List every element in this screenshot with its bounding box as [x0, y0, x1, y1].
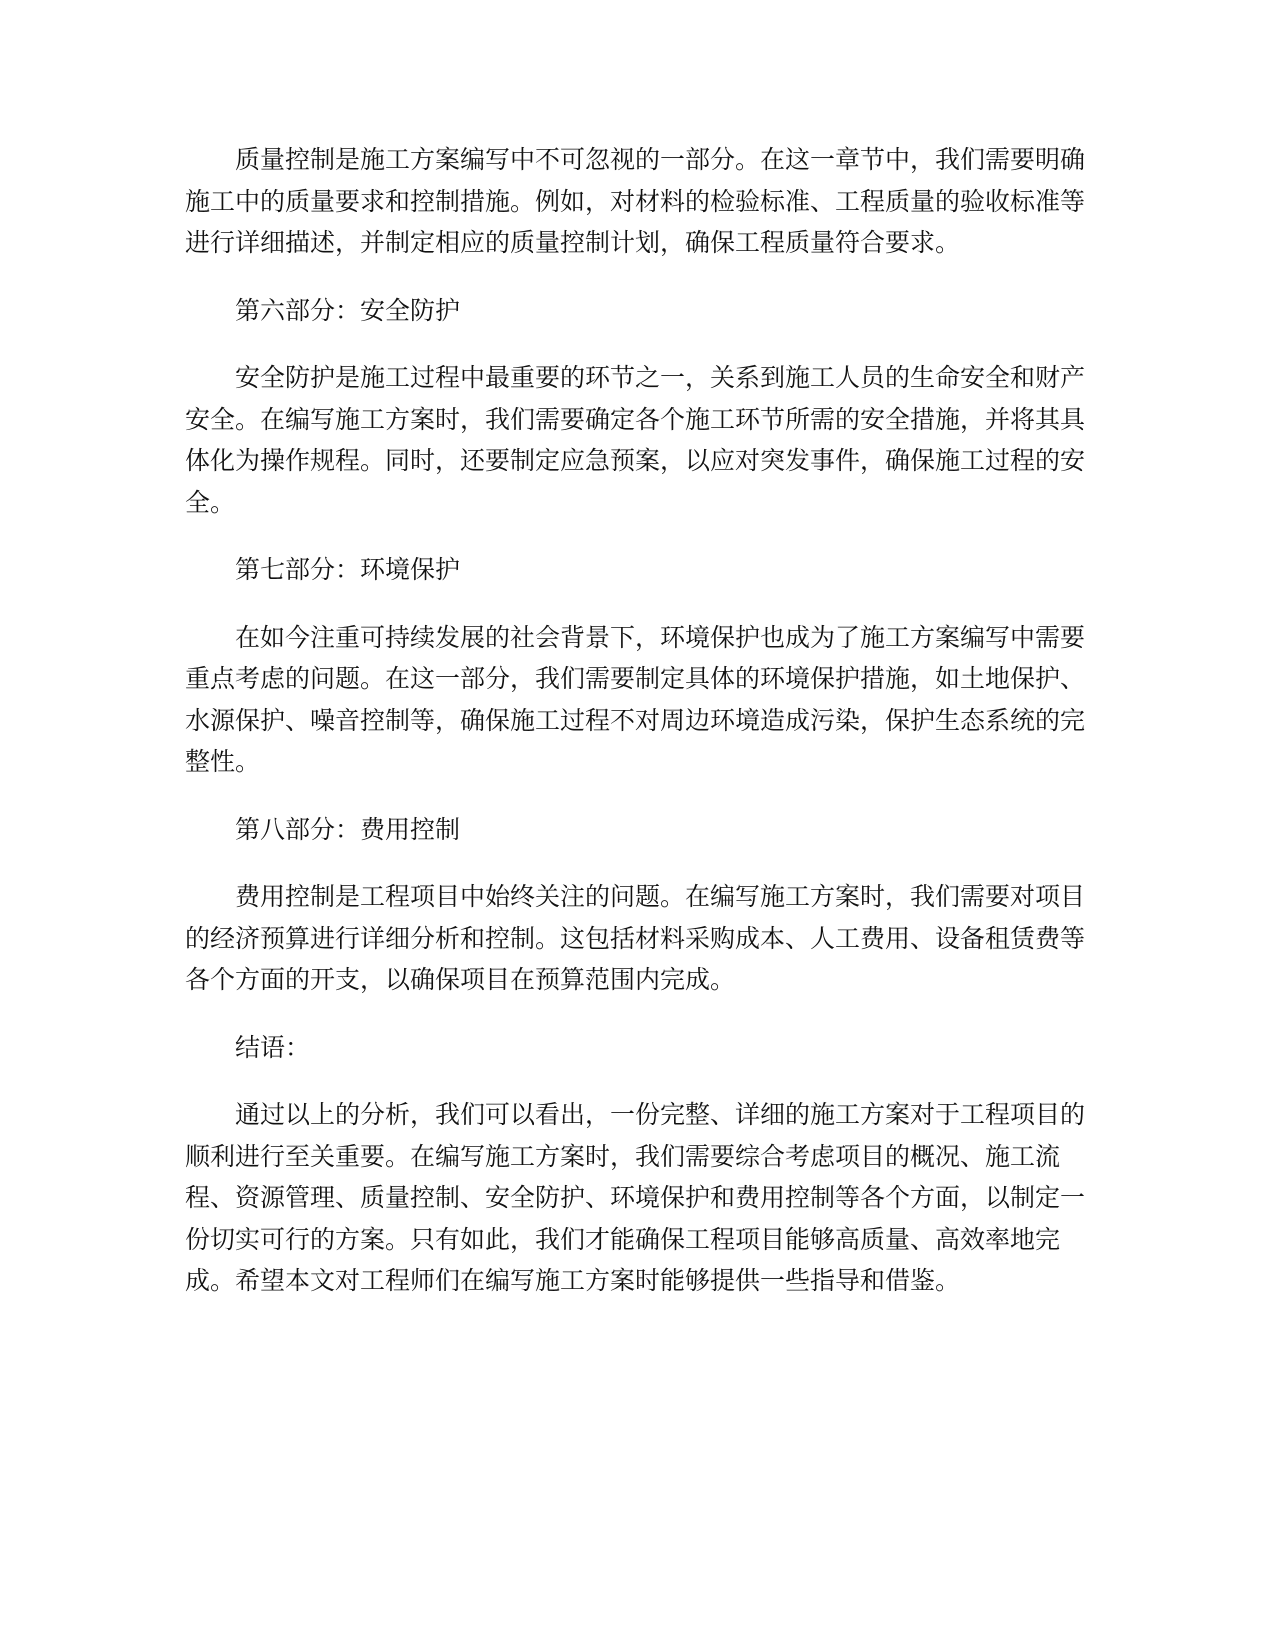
paragraph-environment-protection: 在如今注重可持续发展的社会背景下，环境保护也成为了施工方案编写中需要重点考虑的问题。在这一部分，我们需要制定具体的环境保护措施，如土地保护、水源保护、噪音控制等，确保施工过程不对周边环境造成污染，保护生态系统的完整性。 — [185, 622, 1086, 776]
paragraph-conclusion: 通过以上的分析，我们可以看出，一份完整、详细的施工方案对于工程项目的顺利进行至关重要。在编写施工方案时，我们需要综合考虑项目的概况、施工流程、资源管理、质量控制、安全防护、环境保护和费用控制等各个方面，以制定一份切实可行的方案。只有如此，我们才能确保工程项目能够高质量、高效率地完成。希望本文对工程师们在编写施工方案时能够提供一些指导和借鉴。 — [185, 1100, 1086, 1295]
paragraph-cost-control: 费用控制是工程项目中始终关注的问题。在编写施工方案时，我们需要对项目的经济预算进行详细分析和控制。这包括材料采购成本、人工费用、设备租赁费等各个方面的开支，以确保项目在预算范围内完成。 — [185, 882, 1086, 994]
paragraph-quality-control: 质量控制是施工方案编写中不可忽视的一部分。在这一章节中，我们需要明确施工中的质量要求和控制措施。例如，对材料的检验标准、工程质量的验收标准等进行详细描述，并制定相应的质量控制计划，确保工程质量符合要求。 — [185, 145, 1086, 257]
heading-environment-protection: 第七部分：环境保护 — [235, 555, 461, 584]
paragraph-safety-protection: 安全防护是施工过程中最重要的环节之一，关系到施工人员的生命安全和财产安全。在编写施工方案时，我们需要确定各个施工环节所需的安全措施，并将其具体化为操作规程。同时，还要制定应急预案，以应对突发事件，确保施工过程的安全。 — [185, 363, 1086, 517]
document-body — [185, 139, 1090, 1328]
heading-cost-control: 第八部分：费用控制 — [235, 814, 461, 844]
heading-safety-protection: 第六部分：安全防护 — [235, 295, 461, 325]
heading-conclusion: 结语： — [235, 1032, 311, 1062]
